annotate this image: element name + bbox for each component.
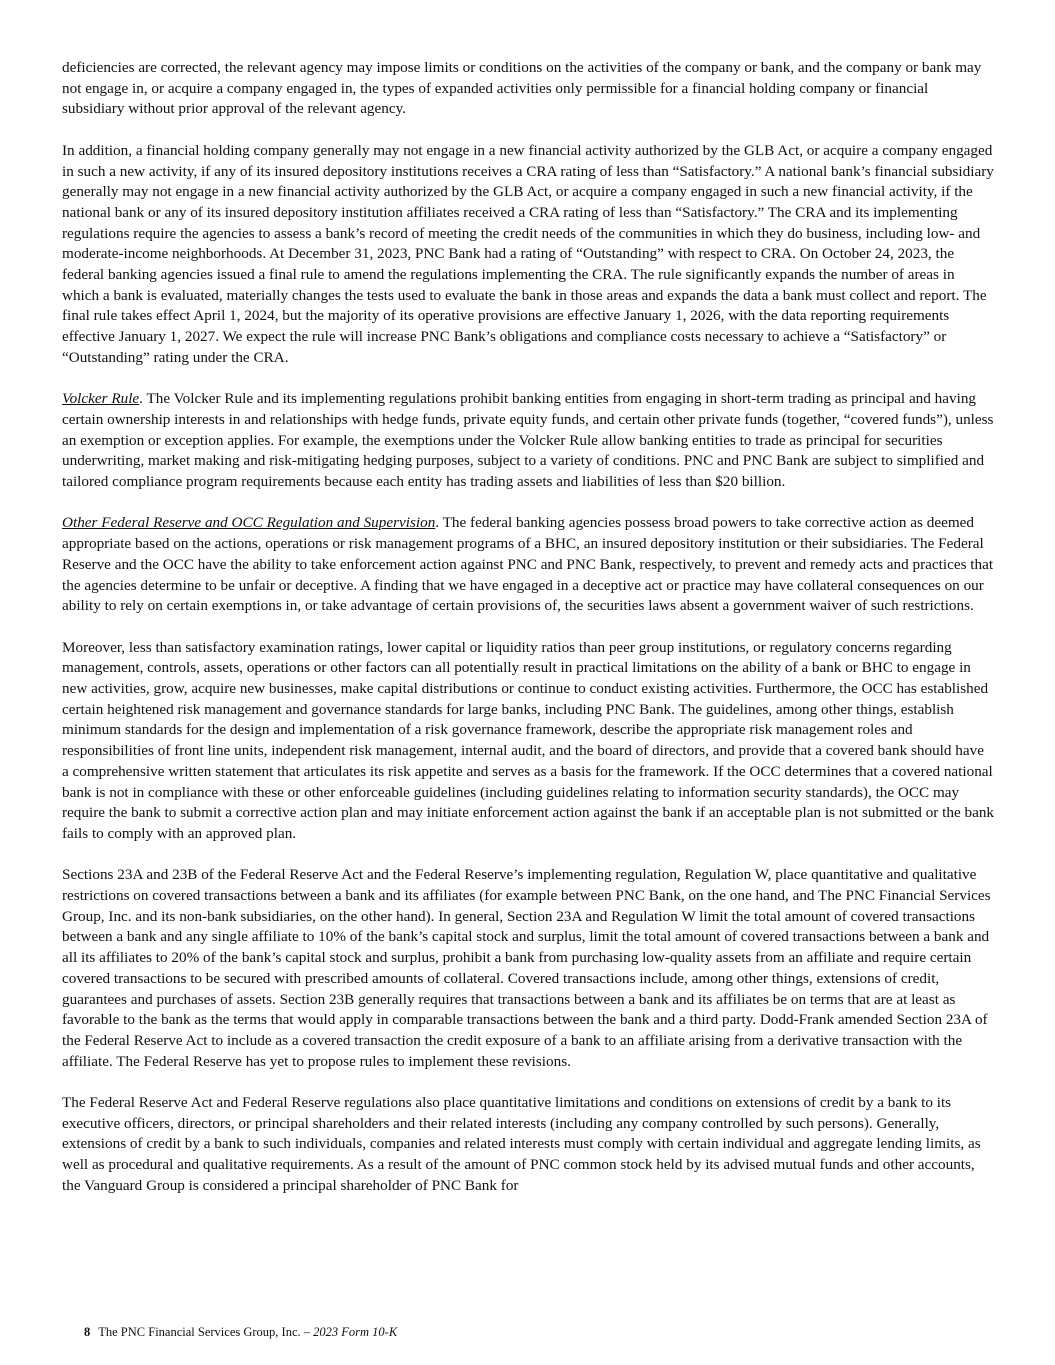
paragraph-text: Sections 23A and 23B of the Federal Reserve Act and the Federal Reserve’s implementing regulation, Regulation W, place quantitative and qualitative restrictions on covered transactions between a bank and its affiliates (for example between PNC Bank, on the one hand, and The PNC Financial Services Group, Inc. and its non-bank subsidiaries, on the other hand). In general, Section 23A and Regulation W limit the total amount of covered transactions between a bank and any single affiliate to 10% of the bank’s capital stock and surplus, limit the total amount of covered transactions between a bank and all its affiliates to 20% of the bank’s capital stock and surplus, prohibit a bank from purchasing low-quality assets from an affiliate and require certain covered transactions to be secured with prescribed amounts of collateral. Covered transactions include, among other things, extensions of credit, guarantees and purchases of assets. Section 23B generally requires that transactions between a bank and its affiliates be on terms that are at least as favorable to the bank as the terms that would apply in comparable transactions between the bank and a third party. Dodd-Frank amended Section 23A of the Federal Reserve Act to include as a covered transaction the credit exposure of a bank to an affiliate arising from a derivative transaction with the affiliate. The Federal Reserve has yet to propose rules to implement these revisions. <box>62 866 991 1070</box>
paragraph-other-federal-reserve <box>62 513 994 617</box>
paragraph-examination-ratings <box>62 638 994 845</box>
paragraph-extensions-of-credit <box>62 1093 994 1197</box>
page-number: 8 <box>84 1325 91 1339</box>
paragraph-deficiencies <box>62 58 994 120</box>
paragraph-sections-23a-23b <box>62 865 994 1072</box>
paragraph-cra <box>62 141 994 369</box>
paragraph-text: In addition, a financial holding company generally may not engage in a new financial activity authorized by the GLB Act, or acquire a company engaged in such a new activity, if any of its insured depository institutions receives a CRA rating of less than “Satisfactory.” A national bank’s financial subsidiary generally may not engage in a new financial activity authorized by the GLB Act, or acquire a company engaged in such a new financial activity, if the national bank or any of its insured depository institution affiliates received a CRA rating of less than “Satisfactory.” The CRA and its implementing regulations require the agencies to assess a bank’s record of meeting the credit needs of the communities in which they do business, including low- and moderate-income neighborhoods. At December 31, 2023, PNC Bank had a rating of “Outstanding” with respect to CRA. On October 24, 2023, the federal banking agencies issued a final rule to amend the regulations implementing the CRA. The rule significantly expands the number of areas in which a bank is evaluated, materially changes the tests used to evaluate the bank in those areas and expands the data a bank must collect and report. The final rule takes effect April 1, 2024, but the majority of its operative provisions are effective January 1, 2026, with the data reporting requirements effective January 1, 2027. We expect the rule will increase PNC Bank’s obligations and compliance costs necessary to achieve a “Satisfactory” or “Outstanding” rating under the CRA. <box>62 141 994 366</box>
heading-suffix: . <box>139 390 143 408</box>
paragraph-text: The Federal Reserve Act and Federal Reserve regulations also place quantitative limitations and conditions on extensions of credit by a bank to its executive officers, directors, or principal shareholders and their related interests (including any company controlled by such persons). Generally, extensions of credit by a bank to such individuals, companies and related interests must comply with certain individual and aggregate lending limits, as well as procedural and qualitative requirements. As a result of the amount of PNC common stock held by its advised mutual funds and other accounts, the Vanguard Group is considered a principal shareholder of PNC Bank for <box>62 1094 981 1194</box>
paragraph-text: deficiencies are corrected, the relevant agency may impose limits or conditions on the activities of the company or bank, and the company or bank may not engage in, or acquire a company engaged in, the types of expanded activities only permissible for a financial holding company or financial subsidiary without prior approval of the relevant agency. <box>62 59 982 118</box>
paragraph-text: The federal banking agencies possess broad powers to take corrective action as deemed appropriate based on the actions, operations or risk management programs of a BHC, an insured depository institution or their subsidiaries. The Federal Reserve and the OCC have the ability to take enforcement action against PNC and PNC Bank, respectively, to prevent and remedy acts and practices that the agencies determine to be unfair or deceptive. A finding that we have engaged in a deceptive act or practice may have collateral consequences on our ability to rely on certain exemptions in, or take advantage of certain provisions of, the securities laws absent a government waiver of such restrictions. <box>62 514 994 615</box>
section-heading-other-federal-reserve: Other Federal Reserve and OCC Regulation and Supervision <box>62 514 436 532</box>
footer-form-name: 2023 Form 10-K <box>313 1325 398 1339</box>
section-heading-volcker-rule: Volcker Rule <box>62 390 140 408</box>
page-footer <box>84 1324 397 1340</box>
heading-suffix: . <box>435 514 440 532</box>
paragraph-text: The Volcker Rule and its implementing regulations prohibit banking entities from engaging in short-term trading as principal and having certain ownership interests in and relationships with hedge funds, private equity funds, and certain other private funds (together, “covered funds”), unless an exemption or exception applies. For example, the exemptions under the Volcker Rule allow banking entities to trade as principal for securities underwriting, market making and risk-mitigating hedging purposes, subject to a variety of conditions. PNC and PNC Bank are subject to simplified and tailored compliance program requirements because each entity has trading assets and liabilities of less than $20 billion. <box>62 390 994 491</box>
paragraph-volcker-rule <box>62 389 994 493</box>
paragraph-text: Moreover, less than satisfactory examination ratings, lower capital or liquidity ratios than peer group institutions, or regulatory concerns regarding management, controls, assets, operations or other factors can all potentially result in practical limitations on the ability of a bank or BHC to engage in new activities, grow, acquire new businesses, make capital distributions or continue to conduct existing activities. Furthermore, the OCC has established certain heightened risk management and governance standards for large banks, including PNC Bank. The guidelines, among other things, establish minimum standards for the design and implementation of a risk governance framework, describe the appropriate risk management roles and responsibilities of front line units, independent risk management, internal audit, and the board of directors, and provide that a covered bank should have a comprehensive written statement that articulates its risk appetite and serves as a basis for the framework. If the OCC determines that a covered national bank is not in compliance with these or other enforceable guidelines (including guidelines relating to information security standards), the OCC may require the bank to submit a corrective action plan and may initiate enforcement action against the bank if an acceptable plan is not submitted or the bank fails to comply with an approved plan. <box>62 638 995 842</box>
document-body <box>62 58 994 1217</box>
footer-company: The PNC Financial Services Group, Inc. – <box>98 1325 314 1339</box>
